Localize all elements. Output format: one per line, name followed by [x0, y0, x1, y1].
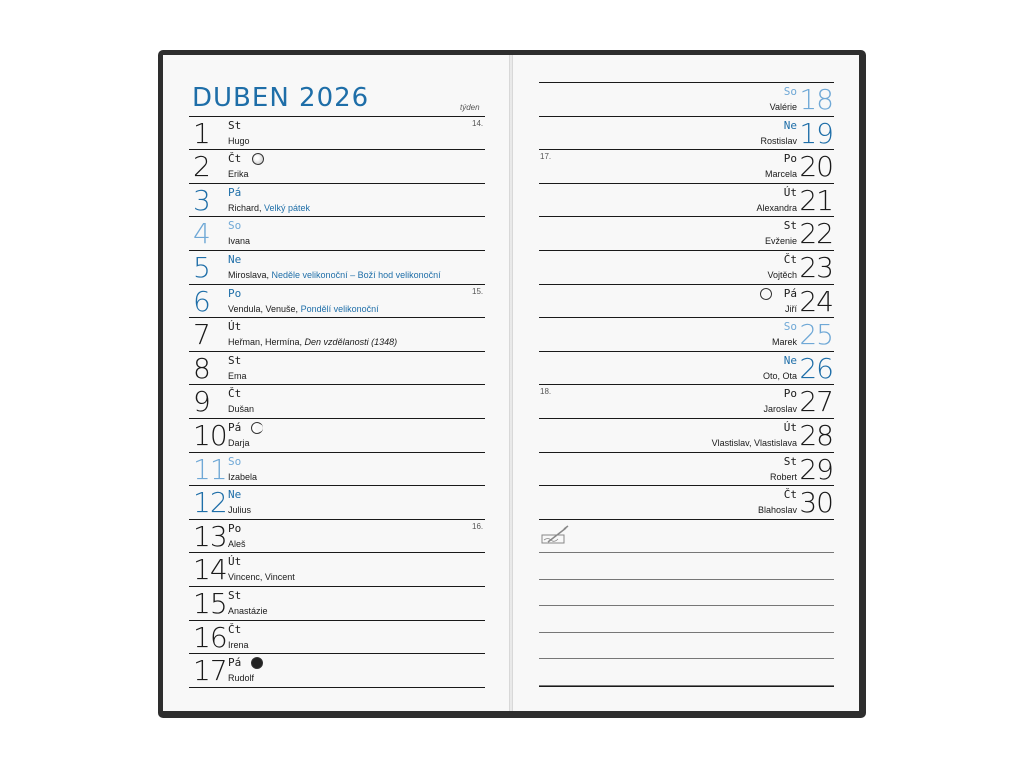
day-name: Po: [783, 387, 797, 401]
name-day: Valérie: [769, 102, 797, 112]
name-day-text: Izabela: [228, 471, 258, 482]
name-day: [228, 135, 250, 147]
day-name: Út: [783, 185, 797, 199]
name-day: Robert: [769, 471, 797, 482]
day-number: 7: [193, 318, 210, 352]
name-day: Evženie: [764, 236, 797, 247]
week-number: 16.: [472, 521, 484, 531]
day-name: St: [228, 353, 242, 367]
day-number: 2: [193, 150, 210, 184]
day-number: 21: [799, 183, 833, 217]
day-name: Út: [228, 320, 242, 334]
month-title: DUBEN 2026: [192, 83, 370, 113]
day-name: Čt: [228, 387, 242, 401]
name-day-text: Rudolf: [228, 673, 255, 684]
day-name: So: [228, 219, 242, 233]
memorial-day-label: Den vzdělanosti (1348): [304, 337, 398, 348]
name-day: Marcela: [764, 169, 797, 180]
moon-phase-full-icon: [252, 153, 264, 165]
day-number: 3: [193, 183, 210, 217]
day-name: Pá: [783, 286, 797, 300]
day-name: Po: [228, 286, 242, 300]
name-day-text: Darja: [228, 437, 250, 448]
name-day: Vojtěch: [767, 270, 797, 280]
day-number: 29: [799, 452, 833, 486]
holiday-label: Neděle velikonoční – Boží hod velikonoční: [271, 269, 441, 280]
name-day: Blahoslav: [757, 505, 797, 516]
name-day: Jiří: [785, 303, 797, 314]
day-name: St: [783, 454, 797, 468]
name-day-text: Julius: [228, 505, 252, 516]
day-number: 5: [193, 250, 210, 284]
day-number: 11: [193, 452, 227, 486]
name-day: [228, 437, 250, 449]
name-day: [228, 538, 246, 550]
moon-phase-first-icon: [760, 288, 772, 300]
day-name: Čt: [228, 152, 242, 166]
day-number: 1: [193, 116, 210, 150]
day-name: Po: [228, 521, 242, 535]
day-number: 30: [799, 486, 833, 520]
holiday-label: Velký pátek: [264, 202, 311, 213]
name-day-text: Heřman, Hermína,: [228, 337, 303, 348]
name-day: [228, 672, 254, 684]
holiday-label: Pondělí velikonoční: [300, 303, 379, 314]
name-day: Oto, Ota: [762, 370, 797, 381]
moon-phase-last-icon: [251, 422, 263, 434]
day-name: Ne: [228, 252, 242, 266]
week-number: 15.: [472, 286, 484, 296]
week-caption: týden: [460, 103, 480, 112]
name-day-text: Ema: [228, 370, 247, 381]
day-name: Pá: [228, 420, 242, 434]
day-number: 9: [193, 385, 210, 419]
name-day: [228, 639, 249, 651]
day-name: St: [228, 118, 242, 132]
name-day-text: Miroslava,: [228, 269, 270, 280]
page-gutter: [509, 55, 513, 711]
row-rule: [539, 519, 834, 520]
day-number: 23: [799, 251, 833, 284]
name-day-text: Richard,: [228, 202, 262, 213]
name-day: Jaroslav: [763, 404, 797, 415]
week-number: 14.: [472, 118, 484, 128]
name-day: [228, 336, 397, 348]
note-line[interactable]: [539, 632, 834, 633]
row-rule: [189, 687, 485, 688]
day-name: Ne: [228, 488, 242, 502]
moon-phase-new-icon: [251, 657, 263, 669]
day-name: Út: [783, 421, 797, 434]
week-number: 17.: [540, 152, 552, 162]
name-day-text: Dušan: [228, 404, 255, 415]
day-name: Út: [228, 555, 242, 569]
day-number: 26: [799, 351, 833, 385]
name-day: [228, 605, 268, 617]
day-number: 18: [799, 83, 833, 116]
name-day: [228, 504, 251, 516]
day-name: So: [783, 320, 797, 334]
week-number: 18.: [540, 387, 552, 397]
name-day: Vlastislav, Vlastislava: [711, 438, 797, 448]
pen-writing-icon: [540, 524, 572, 548]
day-name: Ne: [783, 118, 797, 132]
day-name: Ne: [783, 353, 797, 367]
day-name: St: [783, 219, 797, 233]
name-day-text: Ivana: [228, 236, 251, 247]
day-number: 14: [193, 553, 227, 587]
day-number: 10: [193, 418, 227, 452]
day-number: 17: [193, 654, 227, 688]
name-day: [228, 471, 257, 483]
day-number: 16: [193, 620, 227, 654]
name-day-text: Irena: [228, 639, 249, 650]
name-day: [228, 168, 249, 180]
day-number: 8: [193, 351, 210, 385]
day-name: So: [783, 85, 797, 98]
day-number: 4: [193, 217, 210, 251]
note-line[interactable]: [539, 658, 834, 659]
day-name: So: [228, 454, 242, 468]
day-name: Pá: [228, 185, 242, 199]
day-number: 12: [193, 486, 227, 520]
name-day: [228, 202, 310, 214]
name-day-text: Erika: [228, 169, 249, 180]
day-number: 27: [799, 385, 833, 419]
name-day-text: Anastázie: [228, 605, 268, 616]
note-line[interactable]: [539, 579, 834, 580]
name-day: [228, 235, 250, 247]
name-day: [228, 571, 295, 583]
day-number: 28: [799, 419, 833, 452]
note-line[interactable]: [539, 605, 834, 606]
name-day: [228, 303, 379, 315]
name-day-text: Vendula, Venuše,: [228, 303, 299, 314]
name-day: Alexandra: [756, 202, 797, 213]
day-number: 6: [193, 284, 210, 318]
name-day: [228, 370, 247, 382]
note-line[interactable]: [539, 552, 834, 553]
name-day-text: Aleš: [228, 538, 246, 549]
day-number: 15: [193, 586, 227, 620]
name-day: Rostislav: [760, 135, 797, 146]
day-name: Čt: [783, 253, 797, 266]
day-name: Čt: [783, 488, 797, 502]
day-number: 25: [799, 318, 833, 352]
day-number: 24: [799, 284, 833, 318]
day-number: 19: [799, 116, 833, 150]
day-number: 13: [193, 519, 227, 553]
name-day: Marek: [771, 337, 797, 348]
name-day-text: Vincenc, Vincent: [228, 572, 295, 583]
notes-bottom-rule: [539, 686, 834, 687]
day-number: 22: [799, 217, 833, 251]
day-name: Čt: [228, 622, 242, 636]
day-name: Pá: [228, 656, 242, 670]
name-day: [228, 269, 441, 281]
name-day-text: Hugo: [228, 135, 250, 146]
day-number: 20: [799, 150, 833, 184]
day-name: St: [228, 588, 242, 602]
name-day: [228, 403, 254, 415]
day-name: Po: [783, 152, 797, 166]
